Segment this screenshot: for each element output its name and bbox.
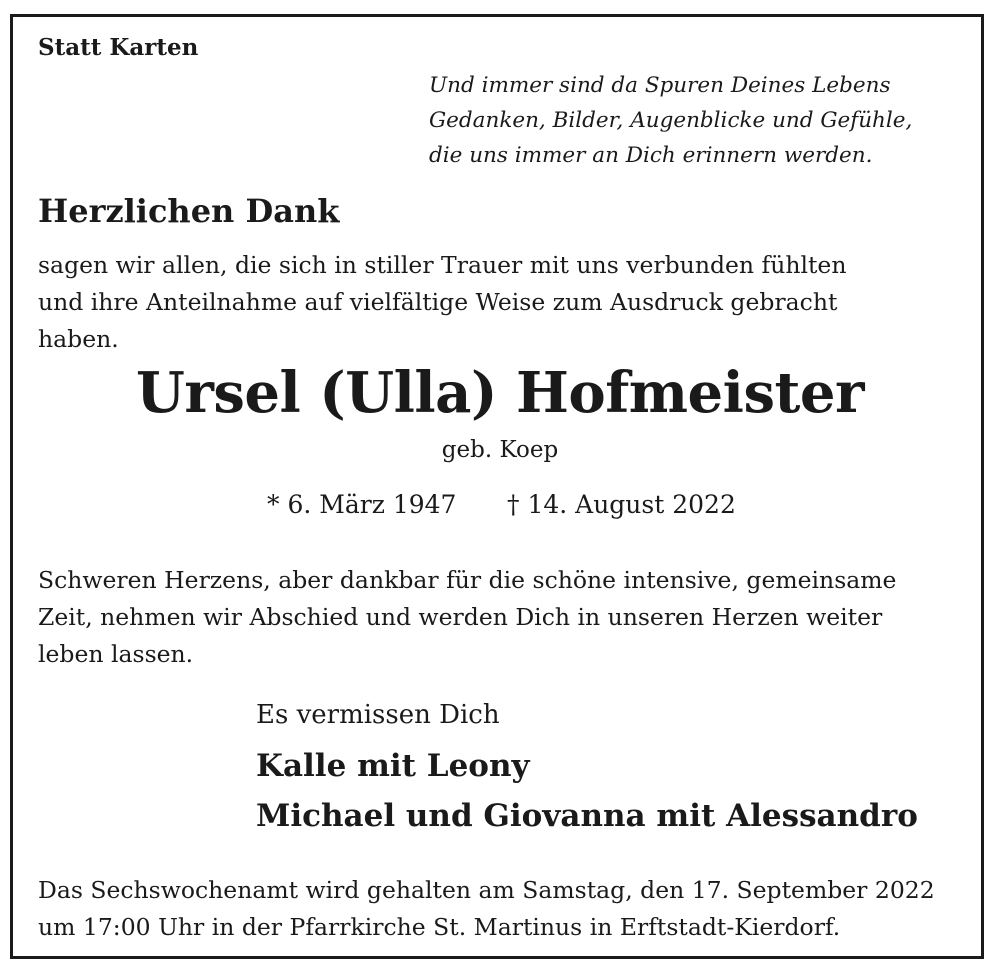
- thanks-paragraph: [38, 247, 846, 358]
- farewell-line: leben lassen.: [38, 640, 194, 668]
- thanks-line: haben.: [38, 325, 119, 353]
- farewell-paragraph: [38, 562, 896, 673]
- mourner-family: Kalle mit Leony: [256, 748, 530, 784]
- statt-karten-label: Statt Karten: [38, 34, 199, 61]
- birth-date: * 6. März 1947: [267, 490, 457, 519]
- death-date: † 14. August 2022: [507, 490, 736, 519]
- mourners-intro: Es vermissen Dich: [256, 700, 500, 730]
- mourner-family: Michael und Giovanna mit Alessandro: [256, 798, 918, 834]
- service-line: um 17:00 Uhr in der Pfarrkirche St. Martinus in Erftstadt-Kierdorf.: [38, 913, 841, 941]
- service-line: Das Sechswochenamt wird gehalten am Samstag, den 17. September 2022: [38, 876, 935, 904]
- birth-name: geb. Koep: [441, 437, 559, 463]
- service-announcement: [38, 872, 935, 946]
- poem-line: die uns immer an Dich erinnern werden.: [429, 143, 873, 168]
- poem-quote: [429, 68, 912, 173]
- poem-line: Und immer sind da Spuren Deines Lebens: [429, 73, 891, 98]
- thanks-heading: Herzlichen Dank: [38, 192, 340, 230]
- thanks-line: und ihre Anteilnahme auf vielfältige Weise zum Ausdruck gebracht: [38, 288, 838, 316]
- farewell-line: Schweren Herzens, aber dankbar für die schöne intensive, gemeinsame: [38, 566, 897, 594]
- poem-line: Gedanken, Bilder, Augenblicke und Gefühle,: [429, 108, 913, 133]
- deceased-name: Ursel (Ulla) Hofmeister: [136, 360, 864, 426]
- farewell-line: Zeit, nehmen wir Abschied und werden Dich in unseren Herzen weiter: [38, 603, 883, 631]
- thanks-line: sagen wir allen, die sich in stiller Trauer mit uns verbunden fühlten: [38, 251, 847, 279]
